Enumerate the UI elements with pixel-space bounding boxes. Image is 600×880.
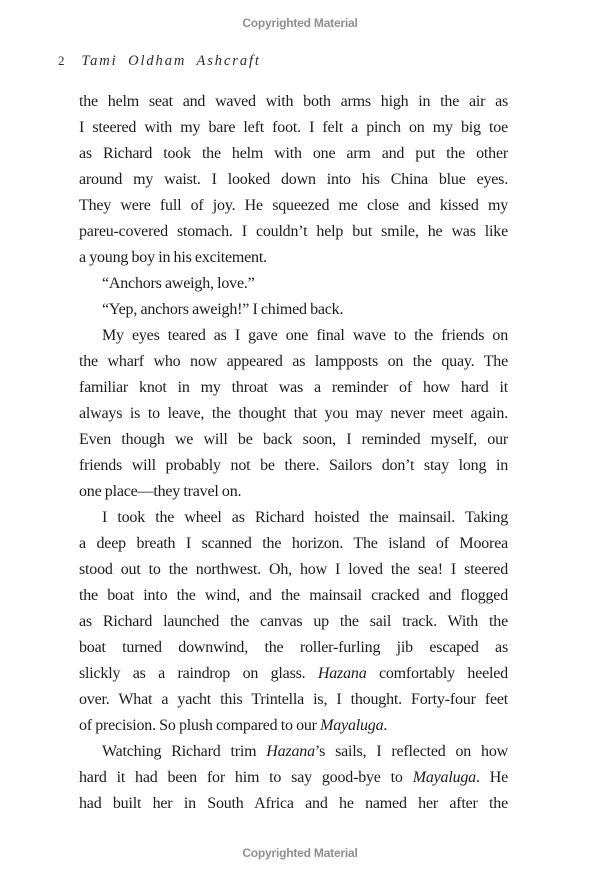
copyright-banner-top: Copyrighted Material bbox=[242, 16, 358, 30]
text-line: Watching Richard trim Hazana’s sails, I reflected on how bbox=[102, 743, 508, 760]
text-line: “Anchors aweigh, love.” bbox=[102, 275, 255, 292]
text-line: a young boy in his excitement. bbox=[79, 249, 267, 266]
text-line: of precision. So plush compared to our Mayaluga. bbox=[79, 717, 388, 734]
copyright-banner-bottom: Copyrighted Material bbox=[242, 846, 358, 860]
text-line: the wharf who now appeared as lampposts on the quay. The bbox=[79, 353, 508, 370]
text-line: a deep breath I scanned the horizon. The island of Moorea bbox=[79, 535, 508, 552]
text-line: over. What a yacht this Trintella is, I thought. Forty-four feet bbox=[79, 691, 508, 708]
text-line: My eyes teared as I gave one final wave to the friends on bbox=[102, 327, 508, 344]
text-line: They were full of joy. He squeezed me close and kissed my bbox=[79, 197, 508, 214]
text-line: around my waist. I looked down into his China blue eyes. bbox=[79, 171, 508, 188]
text-line: one place—they travel on. bbox=[79, 483, 242, 500]
body-text bbox=[79, 89, 508, 817]
text-line: pareu-covered stomach. I couldn’t help but smile, he was like bbox=[79, 223, 508, 240]
text-line: always is to leave, the thought that you may never meet again. bbox=[79, 405, 508, 422]
running-header-title: Tami Oldham Ashcraft bbox=[81, 53, 261, 69]
page-header bbox=[58, 52, 261, 70]
page-number: 2 bbox=[58, 53, 65, 68]
italic-boat-name: Mayaluga bbox=[412, 769, 476, 786]
text-line: Even though we will be back soon, I reminded myself, our bbox=[79, 431, 508, 448]
text-line: as Richard took the helm with one arm and put the other bbox=[79, 145, 508, 162]
text-line: the helm seat and waved with both arms high in the air as bbox=[79, 93, 508, 110]
italic-boat-name: Hazana bbox=[317, 665, 367, 682]
text-line: I steered with my bare left foot. I felt a pinch on my big toe bbox=[79, 119, 508, 136]
italic-boat-name: Mayaluga bbox=[320, 717, 384, 734]
text-line: boat turned downwind, the roller-furling jib escaped as bbox=[79, 639, 508, 656]
text-line: “Yep, anchors aweigh!” I chimed back. bbox=[102, 301, 344, 318]
text-line: hard it had been for him to say good-bye to Mayaluga. He bbox=[79, 769, 508, 786]
text-line: the boat into the wind, and the mainsail cracked and flogged bbox=[79, 587, 508, 604]
text-line: had built her in South Africa and he named her after the bbox=[79, 795, 508, 812]
text-line: I took the wheel as Richard hoisted the mainsail. Taking bbox=[102, 509, 508, 526]
text-line: friends will probably not be there. Sailors don’t stay long in bbox=[79, 457, 508, 474]
text-line: as Richard launched the canvas up the sail track. With the bbox=[79, 613, 508, 630]
italic-boat-name: Hazana bbox=[266, 743, 315, 760]
text-line: stood out to the northwest. Oh, how I loved the sea! I steered bbox=[79, 561, 508, 578]
text-line: slickly as a raindrop on glass. Hazana comfortably heeled bbox=[79, 665, 508, 682]
text-line: familiar knot in my throat was a reminder of how hard it bbox=[79, 379, 508, 396]
